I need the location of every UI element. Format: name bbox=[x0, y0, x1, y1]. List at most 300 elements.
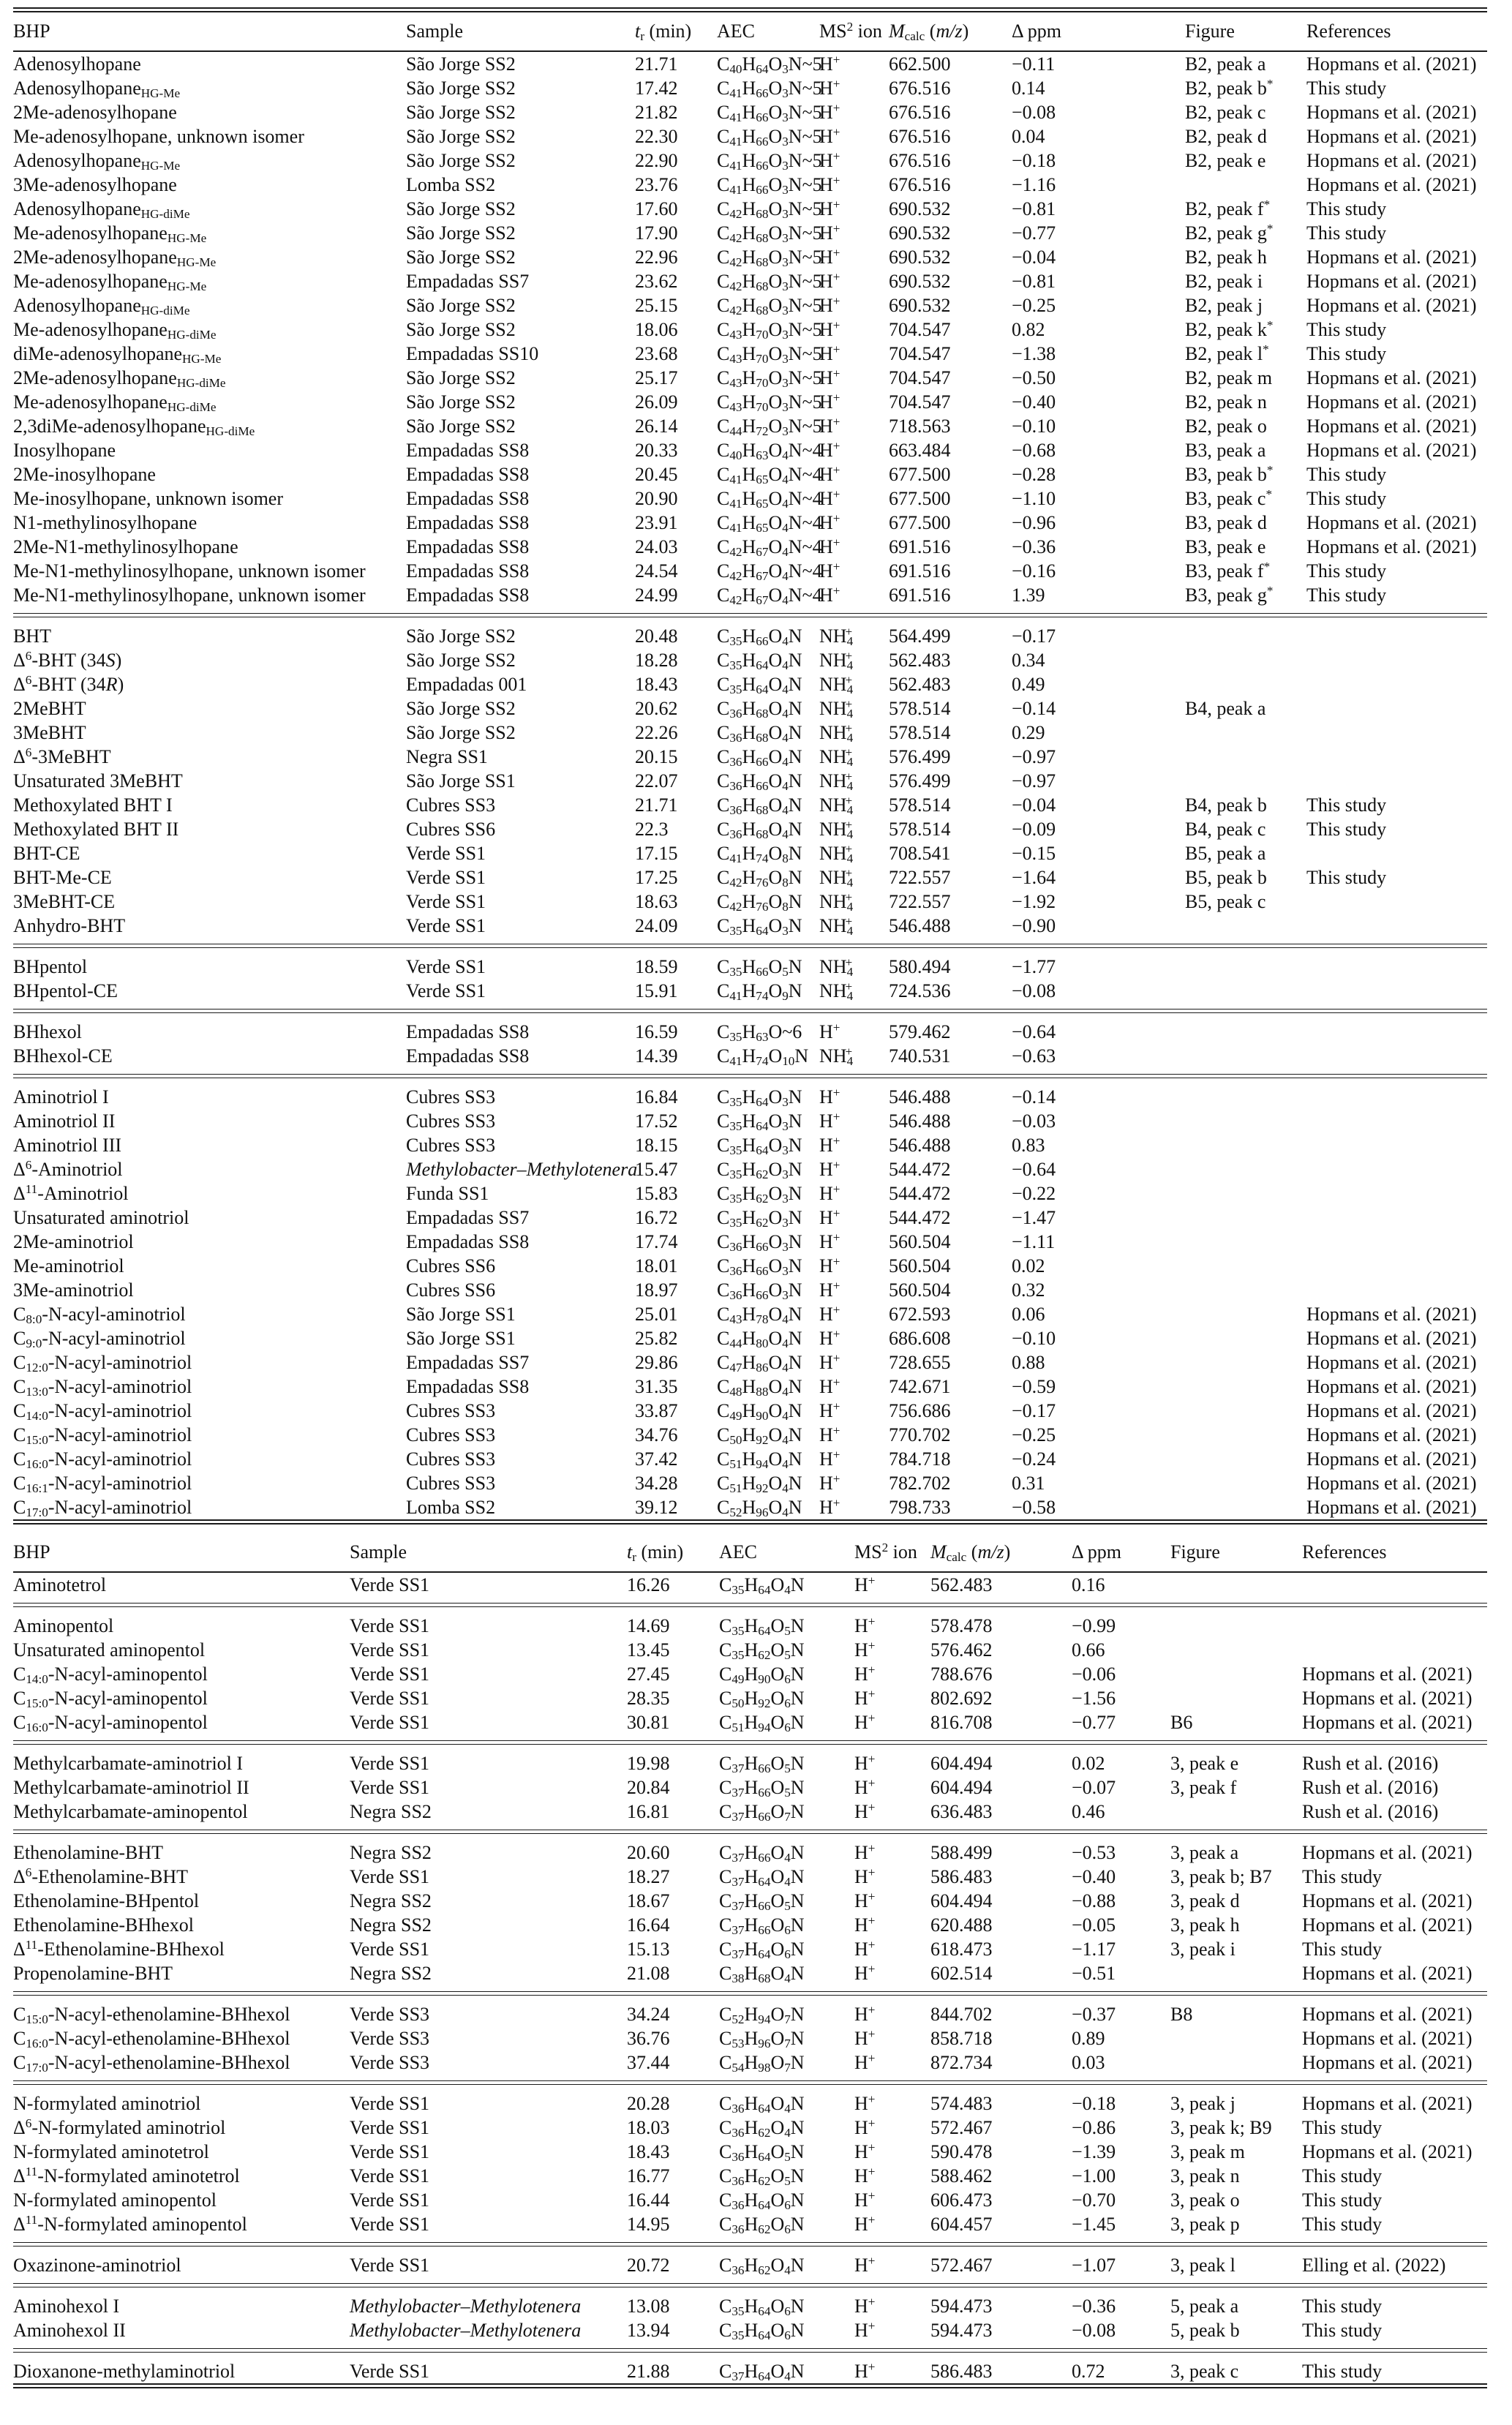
cell-dppm: −0.96 bbox=[1012, 511, 1056, 533]
table-row bbox=[13, 100, 1487, 124]
cell-dppm: −0.11 bbox=[1012, 53, 1056, 75]
cell-dppm: 0.72 bbox=[1072, 2360, 1105, 2382]
cell-tr: 21.88 bbox=[627, 2360, 670, 2382]
cell-dppm: −0.18 bbox=[1072, 2092, 1116, 2114]
table-boundary-rule bbox=[13, 1519, 1487, 1524]
cell-ms2: H+ bbox=[854, 1662, 876, 1685]
cell-aec: $C_{42}H_{76}O_8N$ bbox=[717, 890, 802, 914]
cell-mcalc: 602.514 bbox=[930, 1962, 993, 1984]
double-rule bbox=[13, 1991, 1487, 1996]
cell-aec: $C_{35}H_{64}O_4N$ bbox=[717, 649, 802, 672]
cell-mcalc: 740.531 bbox=[889, 1045, 951, 1067]
cell-mcalc: 676.516 bbox=[889, 125, 951, 147]
cell-figure: B3, peak d bbox=[1185, 511, 1267, 533]
cell-mcalc: 604.494 bbox=[930, 1776, 993, 1798]
cell-ms2: H+ bbox=[819, 414, 840, 437]
cell-figure: 3, peak j bbox=[1170, 2092, 1235, 2114]
cell-mcalc: 578.514 bbox=[889, 697, 951, 719]
cell-mcalc: 580.494 bbox=[889, 955, 951, 977]
cell-aec: $C_{36}H_{68}O_4N$ bbox=[717, 721, 802, 745]
table-section bbox=[13, 624, 1487, 938]
double-rule bbox=[13, 2348, 1487, 2353]
cell-references bbox=[1306, 1044, 1487, 1068]
cell-bhp: $C_{14:0}-N-acyl$-aminotriol bbox=[13, 1399, 192, 1423]
cell-ms2: H+ bbox=[854, 2050, 876, 2073]
cell-ms2: H+ bbox=[854, 2091, 876, 2114]
cell-ms2: $NH_4^+$ bbox=[819, 914, 854, 938]
cell-references: Hopmans et al. (2021) bbox=[1302, 2140, 1472, 2162]
cell-tr: 23.76 bbox=[635, 173, 678, 195]
cell-bhp: 3Me-adenosylhopane bbox=[13, 173, 177, 195]
cell-references bbox=[1306, 979, 1487, 1003]
cell-references bbox=[1302, 1572, 1487, 1597]
cell-dppm: −0.40 bbox=[1072, 1865, 1116, 1887]
cell-ms2: $NH_4^+$ bbox=[819, 865, 854, 890]
cell-sample: Negra SS2 bbox=[350, 1914, 432, 1936]
cell-dppm: −0.14 bbox=[1012, 697, 1056, 719]
cell-bhp: $\Delta^{11}-N$-formylated aminotetrol bbox=[13, 2164, 240, 2187]
column-header-figure: Figure bbox=[1163, 1533, 1302, 1572]
cell-figure bbox=[1160, 1133, 1306, 1157]
cell-bhp: $C_{16:0}-N-acyl$-aminotriol bbox=[13, 1448, 192, 1471]
cell-tr: 18.03 bbox=[627, 2116, 670, 2138]
cell-sample: Empadadas SS8 bbox=[406, 1375, 530, 1397]
cell-tr: 13.08 bbox=[627, 2295, 670, 2317]
cell-bhp: Aminotriol II bbox=[13, 1110, 116, 1132]
cell-mcalc: 704.547 bbox=[889, 318, 951, 340]
cell-aec: $C_{42}H_{67}O_4N\sim 4$ bbox=[717, 584, 822, 607]
cell-dppm: −0.09 bbox=[1012, 818, 1056, 840]
cell-dppm: −0.77 bbox=[1072, 1711, 1116, 1733]
cell-bhp: $C_{9:0}-N-acyl$-aminotriol bbox=[13, 1327, 186, 1350]
section-divider-cell bbox=[13, 2277, 1487, 2294]
cell-sample: Methylobacter–Methylotenera bbox=[350, 2295, 582, 2317]
cell-ms2: $NH_4^+$ bbox=[819, 1044, 854, 1068]
section-divider-cell bbox=[13, 938, 1487, 955]
cell-bhp: $\Delta^{11}-Ethenolamine$-BHhexol bbox=[13, 1937, 225, 1960]
cell-sample: Methylobacter–Methylotenera bbox=[406, 1158, 638, 1180]
table-section bbox=[13, 1751, 1487, 1824]
cell-ms2: H+ bbox=[854, 1800, 876, 1822]
cell-sample: Verde SS1 bbox=[350, 1639, 430, 1661]
cell-mcalc: 560.504 bbox=[889, 1279, 951, 1301]
cell-references: Hopmans et al. (2021) bbox=[1306, 366, 1477, 388]
cell-bhp: Methylcarbamate-aminopentol bbox=[13, 1800, 248, 1822]
cell-figure: B4, peak b bbox=[1185, 794, 1267, 816]
cell-dppm: 0.16 bbox=[1072, 1574, 1105, 1595]
cell-tr: 25.01 bbox=[635, 1303, 678, 1325]
cell-ms2: H+ bbox=[819, 148, 840, 171]
cell-bhp: Me-adenosylhopane, unknown isomer bbox=[13, 125, 304, 147]
cell-sample: Verde SS1 bbox=[350, 1776, 430, 1798]
cell-bhp: 2Me-adenosylhopane$_{HG-Me}$ bbox=[13, 246, 217, 269]
cell-mcalc: 594.473 bbox=[930, 2319, 993, 2341]
cell-tr: 24.03 bbox=[635, 535, 678, 557]
cell-references bbox=[1306, 721, 1487, 745]
cell-sample: Negra SS2 bbox=[350, 1841, 432, 1863]
cell-references: This study bbox=[1306, 463, 1387, 485]
cell-sample: Cubres SS3 bbox=[406, 1399, 496, 1421]
cell-tr: 23.91 bbox=[635, 511, 678, 533]
cell-references: This study bbox=[1306, 584, 1387, 606]
cell-sample: Empadadas SS10 bbox=[406, 342, 539, 364]
cell-figure: B2, peak f* bbox=[1185, 197, 1271, 219]
table-row bbox=[13, 583, 1487, 607]
cell-tr: 15.83 bbox=[635, 1182, 678, 1204]
table-row bbox=[13, 2091, 1487, 2116]
cell-aec: $C_{35}H_{62}O_3N$ bbox=[717, 1158, 802, 1181]
cell-dppm: −0.36 bbox=[1072, 2295, 1116, 2317]
cell-references: Hopmans et al. (2021) bbox=[1306, 270, 1477, 292]
cell-bhp: 3MeBHT-CE bbox=[13, 890, 116, 912]
cell-figure: B2, peak g* bbox=[1185, 221, 1274, 244]
cell-tr: 23.62 bbox=[635, 270, 678, 292]
cell-dppm: −1.64 bbox=[1012, 866, 1056, 888]
cell-dppm: 0.04 bbox=[1012, 125, 1045, 147]
cell-aec: $C_{41}H_{74}O_9N$ bbox=[717, 980, 802, 1003]
cell-bhp: 2,3diMe-adenosylhopane$_{HG-diMe}$ bbox=[13, 415, 255, 438]
cell-tr: 22.30 bbox=[635, 125, 678, 147]
cell-sample: Verde SS1 bbox=[350, 1711, 430, 1733]
cell-bhp: Me-N1-methylinosylhopane, unknown isomer bbox=[13, 584, 366, 606]
cell-aec: $C_{42}H_{76}O_8N$ bbox=[717, 866, 802, 890]
header-row bbox=[13, 1533, 1487, 1572]
cell-bhp: 2MeBHT bbox=[13, 697, 86, 719]
cell-mcalc: 690.532 bbox=[889, 246, 951, 268]
cell-ms2: H+ bbox=[854, 1865, 876, 1887]
cell-dppm: −0.04 bbox=[1012, 246, 1056, 268]
section-divider-row bbox=[13, 1597, 1487, 1614]
cell-mcalc: 677.500 bbox=[889, 511, 951, 533]
cell-dppm: −0.04 bbox=[1012, 794, 1056, 816]
cell-references: Rush et al. (2016) bbox=[1302, 1752, 1439, 1774]
section-divider bbox=[13, 2342, 1487, 2359]
cell-tr: 15.47 bbox=[635, 1158, 678, 1180]
cell-figure: B2, peak a bbox=[1185, 53, 1266, 75]
cell-dppm: −1.56 bbox=[1072, 1687, 1116, 1709]
table-row bbox=[13, 672, 1487, 696]
table-row bbox=[13, 1662, 1487, 1686]
cell-mcalc: 816.708 bbox=[930, 1711, 993, 1733]
cell-references: Hopmans et al. (2021) bbox=[1306, 1399, 1477, 1421]
cell-aec: $C_{36}H_{64}O_5N$ bbox=[719, 2140, 805, 2164]
cell-mcalc: 690.532 bbox=[889, 270, 951, 292]
cell-references bbox=[1302, 1614, 1487, 1638]
cell-sample: Verde SS1 bbox=[406, 842, 486, 864]
cell-sample: São Jorge SS2 bbox=[406, 366, 516, 388]
cell-ms2: H+ bbox=[819, 366, 840, 388]
cell-bhp: Inosylhopane bbox=[13, 439, 116, 461]
cell-references bbox=[1306, 841, 1487, 865]
cell-mcalc: 756.686 bbox=[889, 1399, 951, 1421]
column-header-dppm: Δ ppm bbox=[1072, 1533, 1163, 1572]
cell-dppm: −1.07 bbox=[1072, 2254, 1116, 2276]
cell-aec: $C_{35}H_{64}O_4N$ bbox=[719, 1574, 805, 1597]
cell-ms2: H+ bbox=[854, 2140, 876, 2162]
cell-tr: 20.60 bbox=[627, 1841, 670, 1863]
cell-dppm: −0.25 bbox=[1012, 1424, 1056, 1445]
cell-aec: $C_{42}H_{68}O_3N\sim 5$ bbox=[717, 270, 822, 293]
cell-bhp: Adenosylhopane$_{HG-diMe}$ bbox=[13, 294, 190, 317]
cell-tr: 16.59 bbox=[635, 1020, 678, 1042]
cell-mcalc: 691.516 bbox=[889, 584, 951, 606]
cell-tr: 13.45 bbox=[627, 1639, 670, 1661]
cell-references bbox=[1306, 1230, 1487, 1254]
double-rule bbox=[13, 1830, 1487, 1834]
cell-sample: Empadadas SS7 bbox=[406, 1206, 530, 1228]
cell-mcalc: 564.499 bbox=[889, 625, 951, 647]
cell-mcalc: 578.514 bbox=[889, 818, 951, 840]
cell-dppm: −0.03 bbox=[1012, 1110, 1056, 1132]
cell-references bbox=[1306, 1278, 1487, 1302]
cell-dppm: −0.15 bbox=[1012, 842, 1056, 864]
cell-mcalc: 578.514 bbox=[889, 721, 951, 743]
cell-sample: Methylobacter–Methylotenera bbox=[350, 2319, 582, 2341]
cell-mcalc: 578.478 bbox=[930, 1614, 993, 1636]
cell-tr: 39.12 bbox=[635, 1496, 678, 1518]
cell-tr: 18.01 bbox=[635, 1255, 678, 1277]
table-row bbox=[13, 511, 1487, 535]
cell-references bbox=[1306, 955, 1487, 979]
cell-dppm: 1.39 bbox=[1012, 584, 1045, 606]
cell-aec: $C_{38}H_{68}O_4N$ bbox=[719, 1962, 805, 1985]
section-divider-row bbox=[13, 1003, 1487, 1020]
cell-tr: 16.26 bbox=[627, 1574, 670, 1595]
cell-dppm: −0.06 bbox=[1072, 1663, 1116, 1685]
cell-mcalc: 770.702 bbox=[889, 1424, 951, 1445]
cell-bhp: Dioxanone-methylaminotriol bbox=[13, 2360, 236, 2382]
cell-mcalc: 562.483 bbox=[889, 649, 951, 671]
double-rule bbox=[13, 2080, 1487, 2085]
cell-dppm: −0.58 bbox=[1012, 1496, 1056, 1518]
table-section bbox=[13, 2002, 1487, 2075]
cell-references: Hopmans et al. (2021) bbox=[1302, 1914, 1472, 1936]
cell-sample: São Jorge SS2 bbox=[406, 53, 516, 75]
cell-bhp: Propenolamine-BHT bbox=[13, 1962, 173, 1984]
table-row bbox=[13, 721, 1487, 745]
table-row bbox=[13, 148, 1487, 173]
cell-bhp: $C_{17:0}-N-acyl$-aminotriol bbox=[13, 1496, 192, 1519]
cell-figure: 3, peak b; B7 bbox=[1170, 1865, 1272, 1887]
cell-ms2: H+ bbox=[819, 173, 840, 195]
cell-bhp: 2Me-adenosylhopane bbox=[13, 101, 177, 123]
double-rule bbox=[13, 2242, 1487, 2247]
cell-ms2: H+ bbox=[854, 2116, 876, 2138]
table-row bbox=[13, 890, 1487, 914]
cell-bhp: Me-adenosylhopane$_{HG-Me}$ bbox=[13, 270, 207, 293]
cell-dppm: −1.16 bbox=[1012, 173, 1056, 195]
table-row bbox=[13, 1157, 1487, 1181]
cell-ms2: H+ bbox=[854, 1614, 876, 1636]
cell-tr: 26.14 bbox=[635, 415, 678, 437]
table-section bbox=[13, 2253, 1487, 2277]
cell-tr: 22.96 bbox=[635, 246, 678, 268]
cell-figure: 3, peak d bbox=[1170, 1890, 1240, 1911]
table-row bbox=[13, 1913, 1487, 1937]
table-row bbox=[13, 1471, 1487, 1495]
cell-figure: B3, peak b* bbox=[1185, 462, 1274, 485]
cell-mcalc: 572.467 bbox=[930, 2116, 993, 2138]
table-row bbox=[13, 865, 1487, 890]
cell-bhp: Ethenolamine-BHhexol bbox=[13, 1914, 194, 1936]
cell-bhp: Adenosylhopane$_{HG-Me}$ bbox=[13, 149, 181, 173]
cell-figure bbox=[1163, 1572, 1302, 1597]
cell-ms2: H+ bbox=[819, 438, 840, 461]
cell-ms2: H+ bbox=[819, 1181, 840, 1204]
cell-figure bbox=[1160, 1326, 1306, 1350]
cell-mcalc: 562.483 bbox=[889, 673, 951, 695]
cell-references bbox=[1306, 672, 1487, 696]
cell-references: Hopmans et al. (2021) bbox=[1306, 1375, 1477, 1397]
cell-references bbox=[1306, 1133, 1487, 1157]
cell-mcalc: 844.702 bbox=[930, 2003, 993, 2025]
cell-sample: Cubres SS3 bbox=[406, 1086, 496, 1108]
cell-mcalc: 798.733 bbox=[889, 1496, 951, 1518]
cell-ms2: H+ bbox=[819, 1350, 840, 1373]
table-row bbox=[13, 124, 1487, 148]
cell-sample: Cubres SS6 bbox=[406, 1255, 496, 1277]
table-gap bbox=[0, 1524, 1512, 1533]
table-section bbox=[13, 2091, 1487, 2236]
table-row bbox=[13, 2116, 1487, 2140]
cell-tr: 20.28 bbox=[627, 2092, 670, 2114]
cell-sample: Verde SS3 bbox=[350, 2051, 430, 2073]
cell-tr: 22.07 bbox=[635, 770, 678, 792]
cell-figure bbox=[1163, 2050, 1302, 2075]
cell-dppm: −0.90 bbox=[1012, 914, 1056, 936]
cell-aec: $C_{37}H_{66}O_5N$ bbox=[719, 1890, 805, 1913]
table-row bbox=[13, 1751, 1487, 1775]
cell-aec: $C_{35}H_{64}O_3N$ bbox=[717, 1086, 802, 1109]
cell-bhp: Oxazinone-aminotriol bbox=[13, 2254, 181, 2276]
cell-tr: 17.74 bbox=[635, 1230, 678, 1252]
section-divider-row bbox=[13, 2277, 1487, 2294]
table-row bbox=[13, 390, 1487, 414]
section-divider-row bbox=[13, 2075, 1487, 2091]
cell-aec: $C_{35}H_{66}O_4N$ bbox=[717, 625, 802, 648]
cell-ms2: H+ bbox=[819, 1495, 840, 1518]
cell-ms2: H+ bbox=[819, 486, 840, 509]
cell-references: Hopmans et al. (2021) bbox=[1306, 1327, 1477, 1349]
cell-references: Hopmans et al. (2021) bbox=[1306, 53, 1477, 75]
table-row bbox=[13, 624, 1487, 648]
cell-aec: $C_{44}H_{72}O_3N\sim 5$ bbox=[717, 415, 822, 438]
table-row bbox=[13, 51, 1487, 76]
cell-figure bbox=[1160, 1302, 1306, 1326]
cell-figure: 3, peak l bbox=[1170, 2254, 1235, 2276]
cell-figure bbox=[1160, 1157, 1306, 1181]
cell-sample: Verde SS1 bbox=[406, 890, 486, 912]
cell-dppm: −0.07 bbox=[1072, 1776, 1116, 1798]
cell-tr: 20.33 bbox=[635, 439, 678, 461]
cell-tr: 31.35 bbox=[635, 1375, 678, 1397]
cell-figure bbox=[1160, 1230, 1306, 1254]
table-row bbox=[13, 1133, 1487, 1157]
cell-references: Hopmans et al. (2021) bbox=[1306, 125, 1477, 147]
cell-references: Hopmans et al. (2021) bbox=[1306, 439, 1477, 461]
cell-references: Hopmans et al. (2021) bbox=[1306, 1424, 1477, 1445]
cell-tr: 24.54 bbox=[635, 560, 678, 582]
cell-references: Hopmans et al. (2021) bbox=[1306, 535, 1477, 557]
cell-mcalc: 572.467 bbox=[930, 2254, 993, 2276]
cell-mcalc: 579.462 bbox=[889, 1020, 951, 1042]
cell-sample: Verde SS3 bbox=[350, 2027, 430, 2049]
section-divider bbox=[13, 2277, 1487, 2294]
table-row bbox=[13, 648, 1487, 672]
section-divider-row bbox=[13, 938, 1487, 955]
table-row bbox=[13, 1710, 1487, 1734]
cell-mcalc: 588.462 bbox=[930, 2165, 993, 2187]
cell-dppm: −0.14 bbox=[1012, 1086, 1056, 1108]
cell-figure bbox=[1163, 1800, 1302, 1824]
cell-tr: 25.15 bbox=[635, 294, 678, 316]
cell-references: Hopmans et al. (2021) bbox=[1306, 1351, 1477, 1373]
cell-figure: 3, peak f bbox=[1170, 1776, 1237, 1798]
cell-sample: São Jorge SS2 bbox=[406, 294, 516, 316]
cell-figure bbox=[1160, 1495, 1306, 1519]
cell-tr: 18.63 bbox=[635, 890, 678, 912]
cell-references: Hopmans et al. (2021) bbox=[1306, 173, 1477, 195]
cell-figure bbox=[1160, 1206, 1306, 1230]
cell-references: Hopmans et al. (2021) bbox=[1302, 1962, 1472, 1984]
cell-tr: 28.35 bbox=[627, 1687, 670, 1709]
cell-bhp: N-formylated aminotriol bbox=[13, 2092, 201, 2114]
cell-bhp: $\Delta^6$-Aminotriol bbox=[13, 1157, 123, 1180]
cell-bhp: $\Delta^{11}-N$-formylated aminopentol bbox=[13, 2212, 247, 2235]
cell-tr: 22.26 bbox=[635, 721, 678, 743]
cell-tr: 21.71 bbox=[635, 53, 678, 75]
cell-mcalc: 724.536 bbox=[889, 980, 951, 1001]
cell-aec: $C_{35}H_{62}O_3N$ bbox=[717, 1206, 802, 1230]
cell-aec: $C_{37}H_{66}O_6N$ bbox=[719, 1914, 805, 1937]
cell-ms2: H+ bbox=[819, 1375, 840, 1397]
cell-ms2: H+ bbox=[819, 197, 840, 219]
cell-dppm: −0.50 bbox=[1012, 366, 1056, 388]
cell-figure: B3, peak e bbox=[1185, 535, 1266, 557]
cell-dppm: −0.68 bbox=[1012, 439, 1056, 461]
cell-sample: Verde SS1 bbox=[350, 2165, 430, 2187]
cell-references: Hopmans et al. (2021) bbox=[1302, 1663, 1472, 1685]
table-row bbox=[13, 1447, 1487, 1471]
cell-ms2: H+ bbox=[854, 1573, 876, 1595]
cell-figure bbox=[1160, 1109, 1306, 1133]
cell-tr: 18.43 bbox=[627, 2140, 670, 2162]
cell-bhp: Me-aminotriol bbox=[13, 1255, 124, 1277]
cell-bhp: Me-adenosylhopane$_{HG-diMe}$ bbox=[13, 318, 217, 342]
cell-tr: 18.28 bbox=[635, 649, 678, 671]
cell-references bbox=[1302, 1638, 1487, 1662]
cell-figure: 5, peak b bbox=[1170, 2319, 1240, 2341]
cell-aec: $C_{37}H_{66}O_4N$ bbox=[719, 1841, 805, 1865]
cell-dppm: −1.17 bbox=[1072, 1938, 1116, 1960]
cell-tr: 37.44 bbox=[627, 2051, 670, 2073]
cell-dppm: −0.16 bbox=[1012, 560, 1056, 582]
table-section bbox=[13, 1085, 1487, 1519]
cell-aec: $C_{48}H_{88}O_4N$ bbox=[717, 1375, 802, 1399]
cell-bhp: 2Me-adenosylhopane$_{HG-diMe}$ bbox=[13, 366, 226, 390]
cell-mcalc: 618.473 bbox=[930, 1938, 993, 1960]
cell-figure bbox=[1160, 721, 1306, 745]
cell-tr: 18.06 bbox=[635, 318, 678, 340]
cell-ms2: H+ bbox=[854, 1961, 876, 1984]
cell-tr: 20.90 bbox=[635, 487, 678, 509]
cell-figure: B5, peak a bbox=[1185, 842, 1266, 864]
cell-figure bbox=[1160, 1399, 1306, 1423]
cell-dppm: −0.25 bbox=[1012, 294, 1056, 316]
double-rule bbox=[13, 944, 1487, 948]
cell-sample: São Jorge SS2 bbox=[406, 721, 516, 743]
cell-sample: Negra SS2 bbox=[350, 1890, 432, 1911]
